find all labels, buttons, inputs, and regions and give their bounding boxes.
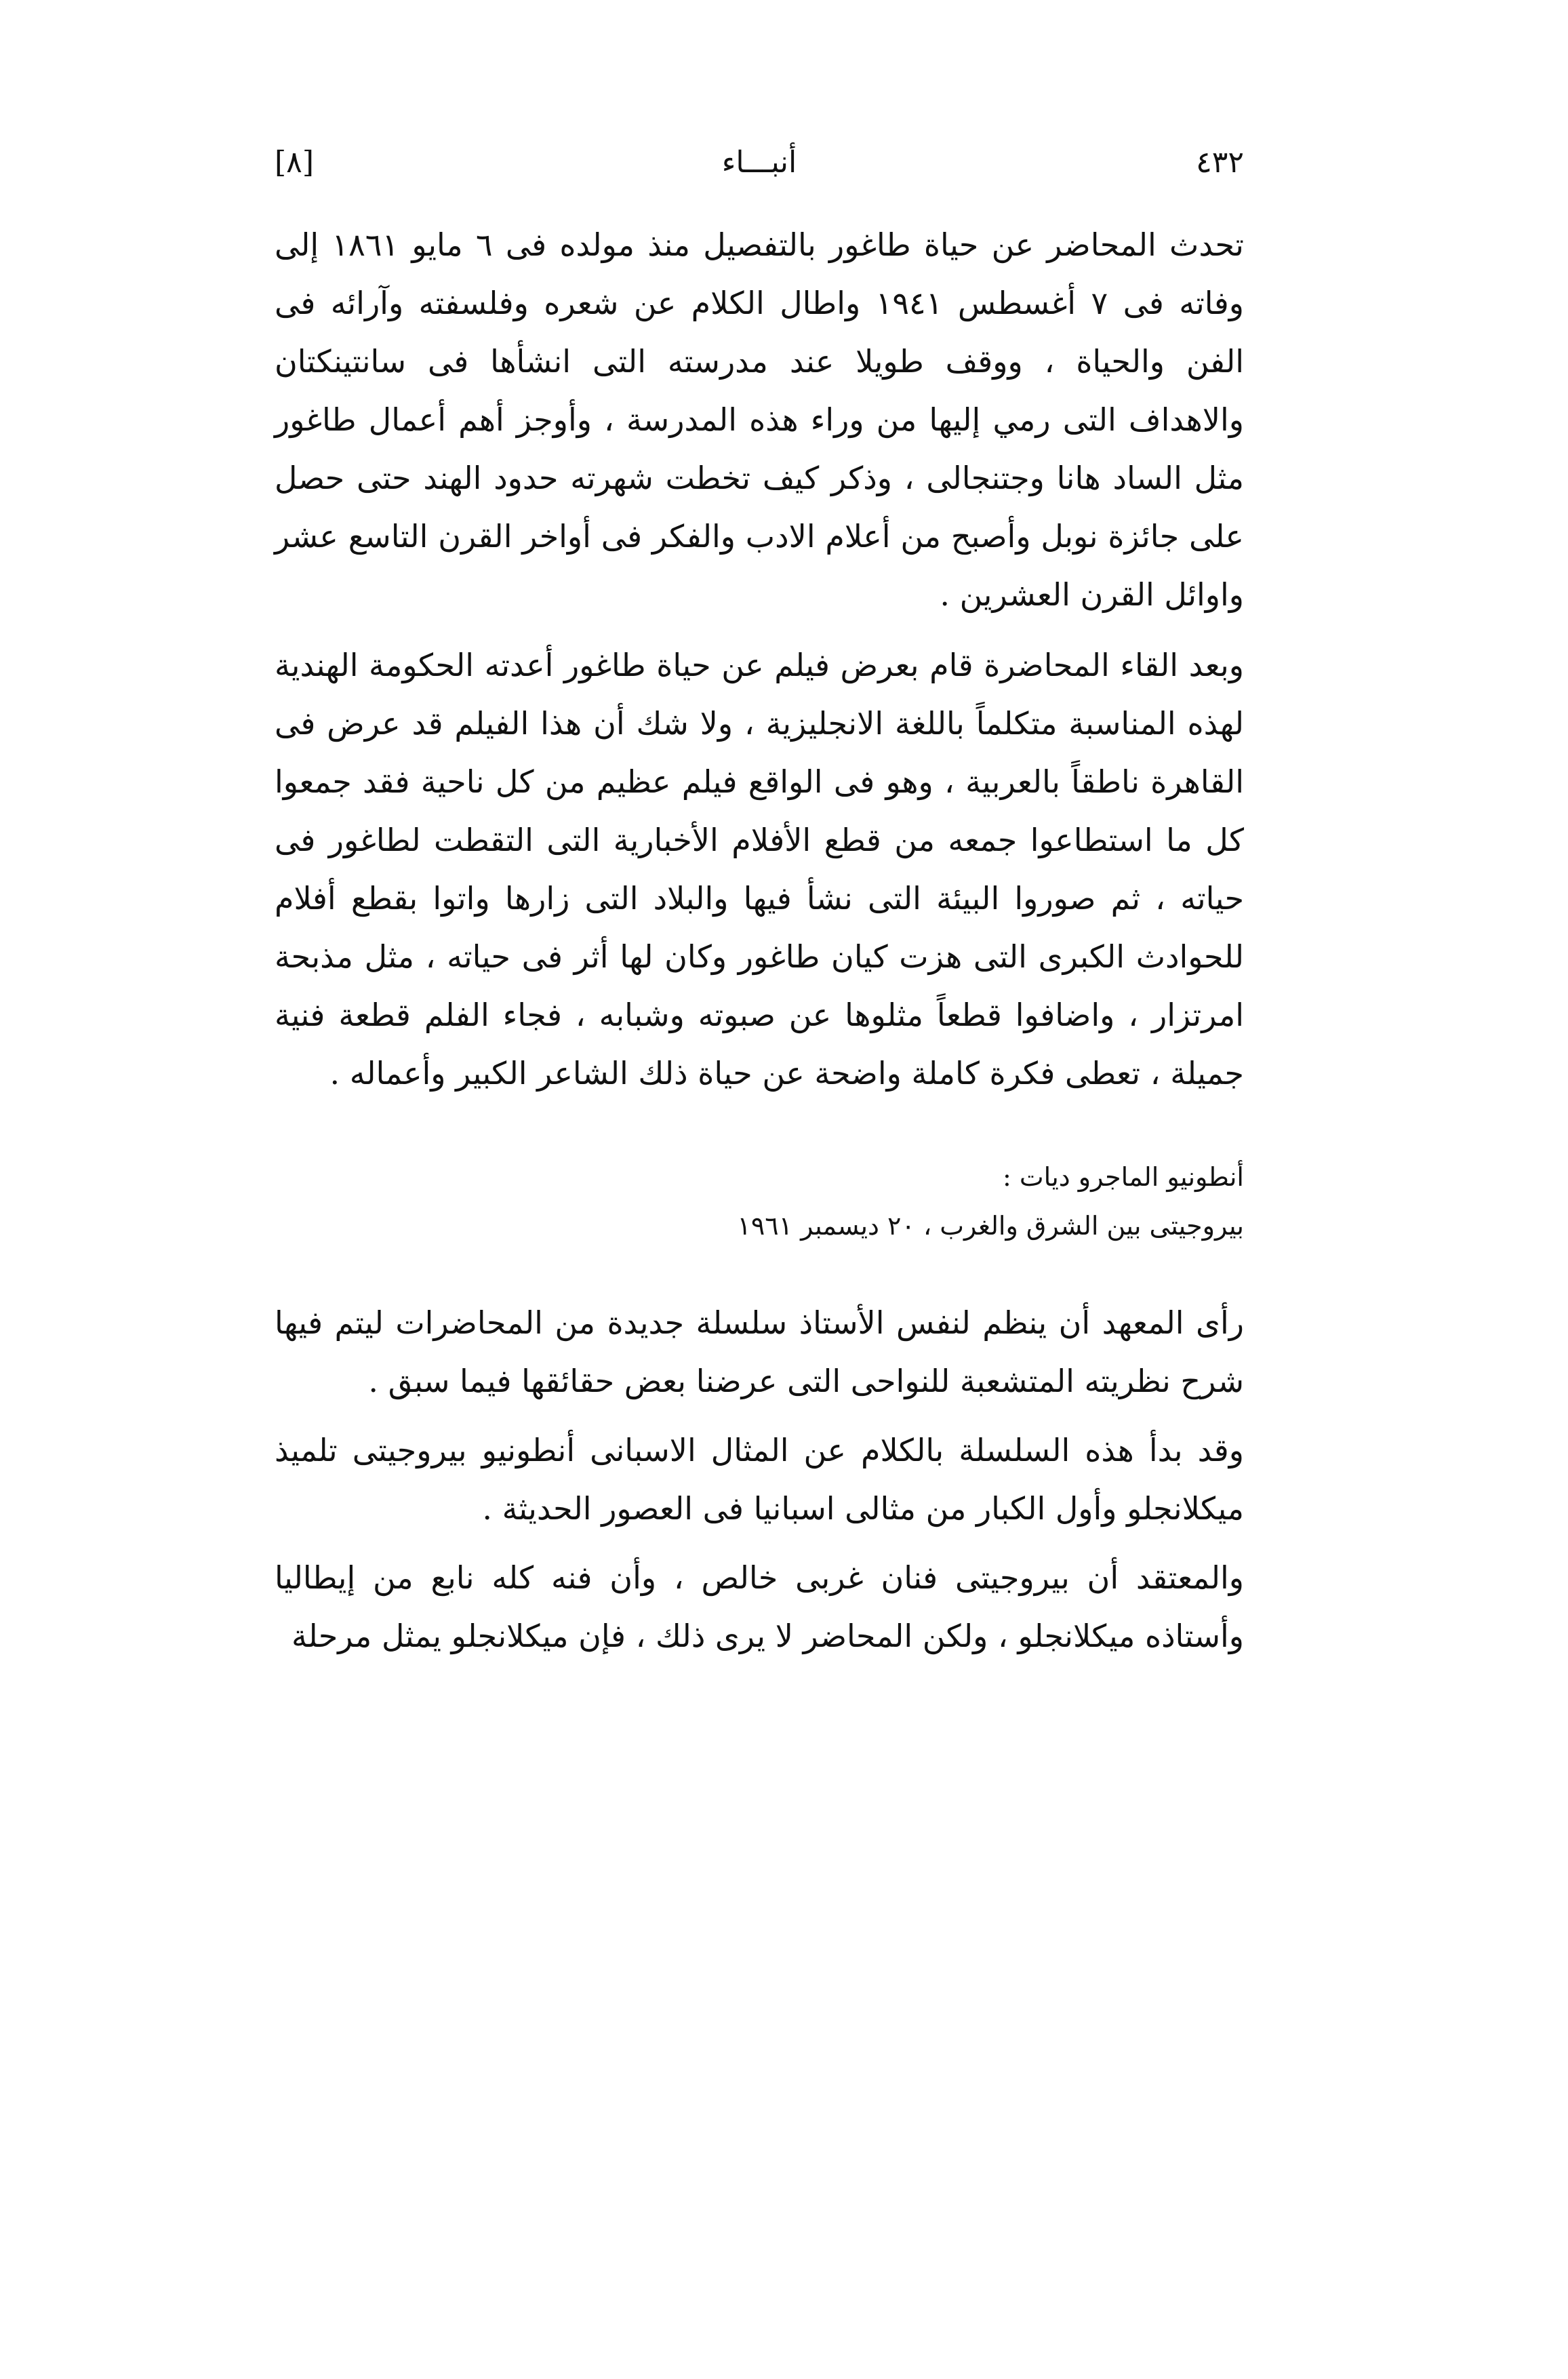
page-number: ٤٣٢	[1196, 145, 1244, 180]
paragraph: تحدث المحاضر عن حياة طاغور بالتفصيل منذ مولده فى ٦ مايو ١٨٦١ إلى وفاته فى ٧ أغسطس ١٩٤١ واطال الكلام عن شعره وفلسفته وآرائه فى الفن والحياة ، ووقف طويلا عند مدرسته التى انشأها فى سانتينكتان والاهداف التى رمي إليها من وراء هذه المدرسة ، وأوجز أهم أعمال طاغور مثل الساد هانا وجتنجالى ، وذكر كيف تخطت شهرته حدود الهند حتى حصل على جائزة نوبل وأصبح من أعلام الادب والفكر فى أواخر القرن التاسع عشر واوائل القرن العشرين .	[275, 226, 1244, 613]
section-heading	[275, 1153, 1244, 1250]
berruguete-lecture-section	[275, 1294, 1244, 1665]
paragraph: وقد بدأ هذه السلسلة بالكلام عن المثال الاسبانى أنطونيو بيروجيتى تلميذ ميكلانجلو وأول الكبار من مثالى اسبانيا فى العصور الحديثة .	[275, 1432, 1244, 1527]
paragraph: والمعتقد أن بيروجيتى فنان غربى خالص ، وأن فنه كله نابع من إيطاليا وأستاذه ميكلانجلو ، ولكن المحاضر لا يرى ذلك ، فإن ميكلانجلو يمثل مرحلة	[275, 1559, 1244, 1654]
paragraph: وبعد القاء المحاضرة قام بعرض فيلم عن حياة طاغور أعدته الحكومة الهندية لهذه المناسبة متكلماً باللغة الانجليزية ، ولا شك أن هذا الفيلم قد عرض فى القاهرة ناطقاً بالعربية ، وهو فى الواقع فيلم عظيم من كل ناحية فقد جمعوا كل ما استطاعوا جمعه من قطع الأفلام الأخبارية التى التقطت لطاغور فى حياته ، ثم صوروا البيئة التى نشأ فيها والبلاد التى زارها واتوا بقطع أفلام للحوادث الكبرى التى هزت كيان طاغور وكان لها أثر فى حياته ، مثل مذبحة امرتزار ، واضافوا قطعاً مثلوها عن صبوته وشبابه ، فجاء الفلم قطعة فنية جميلة ، تعطى فكرة كاملة واضحة عن حياة ذلك الشاعر الكبير وأعماله .	[275, 647, 1244, 1092]
paragraph: رأى المعهد أن ينظم لنفس الأستاذ سلسلة جديدة من المحاضرات ليتم فيها شرح نظريته المتشعبة للنواحى التى عرضنا بعض حقائقها فيما سبق .	[275, 1304, 1244, 1399]
tagore-lecture-section	[275, 216, 1244, 1102]
lecturer-heading: أنطونيو الماجرو ديات :	[1003, 1162, 1244, 1192]
section-marker: [٨]	[275, 145, 314, 180]
running-title: أنبـــاء	[721, 145, 797, 180]
lecture-title-date: بيروجيتى بين الشرق والغرب ، ٢٠ ديسمبر ١٩٦١	[737, 1211, 1244, 1241]
page-header	[275, 139, 1244, 186]
